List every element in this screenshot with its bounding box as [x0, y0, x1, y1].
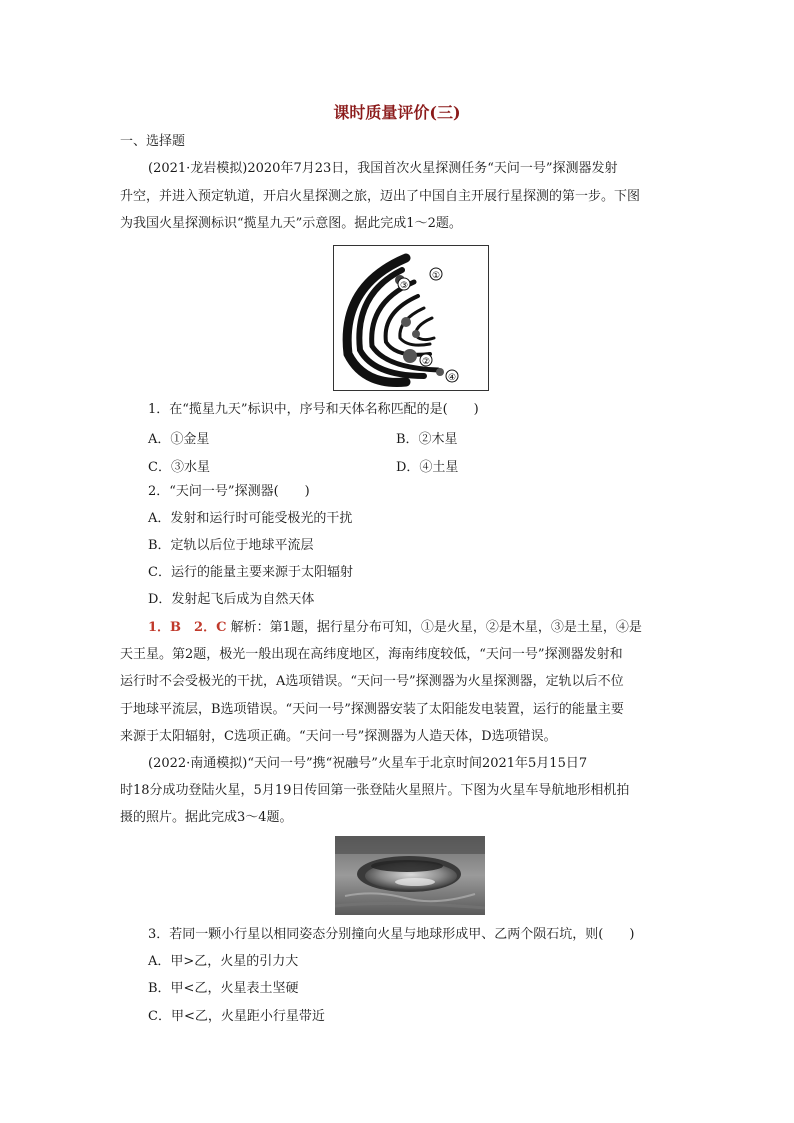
answer1-line-1 [148, 619, 708, 637]
q1-option-d: D．④土星 [396, 460, 459, 475]
mars-logo-graphic [334, 246, 488, 390]
intro1-line-2: 升空，并进入预定轨道，开启火星探测之旅，迈出了中国自主开展行星探测的第一步。下图 [120, 189, 641, 204]
q3-stem: 3．若同一颗小行星以相同姿态分别撞向火星与地球形成甲、乙两个陨石坑，则( ) [148, 927, 635, 942]
q2-option-a: A．发射和运行时可能受极光的干扰 [148, 511, 353, 526]
logo-label-2: ② [421, 357, 431, 367]
q1-option-c: C．③水星 [148, 460, 210, 475]
logo-label-3: ③ [399, 281, 409, 291]
answer1-explanation-start: 解析：第1题，据行星分布可知，①是火星，②是木星，③是土星，④是 [230, 620, 642, 635]
answer1-line-3: 运行时不会受极光的干扰，A选项错误。“天问一号”探测器为火星探测器，定轨以后不位 [120, 674, 624, 689]
q2-option-b: B．定轨以后位于地球平流层 [148, 538, 314, 553]
q1-option-b: B．②木星 [396, 432, 458, 447]
section-heading: 一、选择题 [120, 134, 186, 149]
q1-option-a: A．①金星 [148, 432, 210, 447]
q2-option-d: D．发射起飞后成为自然天体 [148, 592, 315, 607]
intro1-line-1: (2021·龙岩模拟)2020年7月23日，我国首次火星探测任务“天问一号”探测器发射 [148, 161, 618, 176]
q2-option-c: C．运行的能量主要来源于太阳辐射 [148, 565, 353, 580]
q1-stem: 1．在“揽星九天”标识中，序号和天体名称匹配的是( ) [148, 402, 479, 417]
intro1-line-3: 为我国火星探测标识“揽星九天”示意图。据此完成1～2题。 [120, 216, 462, 231]
answer1-key: 1．B 2．C [148, 620, 227, 635]
mars-logo-figure [333, 245, 489, 391]
intro2-line-1: (2022·南通模拟)“天问一号”携“祝融号”火星车于北京时间2021年5月15日7 [148, 756, 588, 771]
answer1-line-2: 天王星。第2题，极光一般出现在高纬度地区，海南纬度较低，“天问一号”探测器发射和 [120, 647, 623, 662]
page-title: 课时质量评价(三) [333, 103, 461, 122]
q3-option-a: A．甲>乙，火星的引力大 [148, 954, 299, 969]
q2-stem: 2．“天问一号”探测器( ) [148, 484, 310, 499]
logo-label-4: ④ [447, 373, 457, 383]
intro2-line-2: 时18分成功登陆火星，5月19日传回第一张登陆火星照片。下图为火星车导航地形相机拍 [120, 783, 630, 798]
intro2-line-3: 摄的照片。据此完成3～4题。 [120, 810, 293, 825]
answer1-line-5: 来源于太阳辐射，C选项正确。“天问一号”探测器为人造天体，D选项错误。 [120, 729, 557, 744]
q3-option-b: B．甲<乙，火星表土坚硬 [148, 981, 299, 996]
logo-label-1: ① [431, 271, 441, 281]
q3-option-c: C．甲<乙，火星距小行星带近 [148, 1009, 325, 1024]
mars-crater-photo [335, 836, 485, 915]
crater-image [335, 836, 485, 915]
answer1-line-4: 于地球平流层，B选项错误。“天问一号”探测器安装了太阳能发电装置，运行的能量主要 [120, 702, 624, 717]
